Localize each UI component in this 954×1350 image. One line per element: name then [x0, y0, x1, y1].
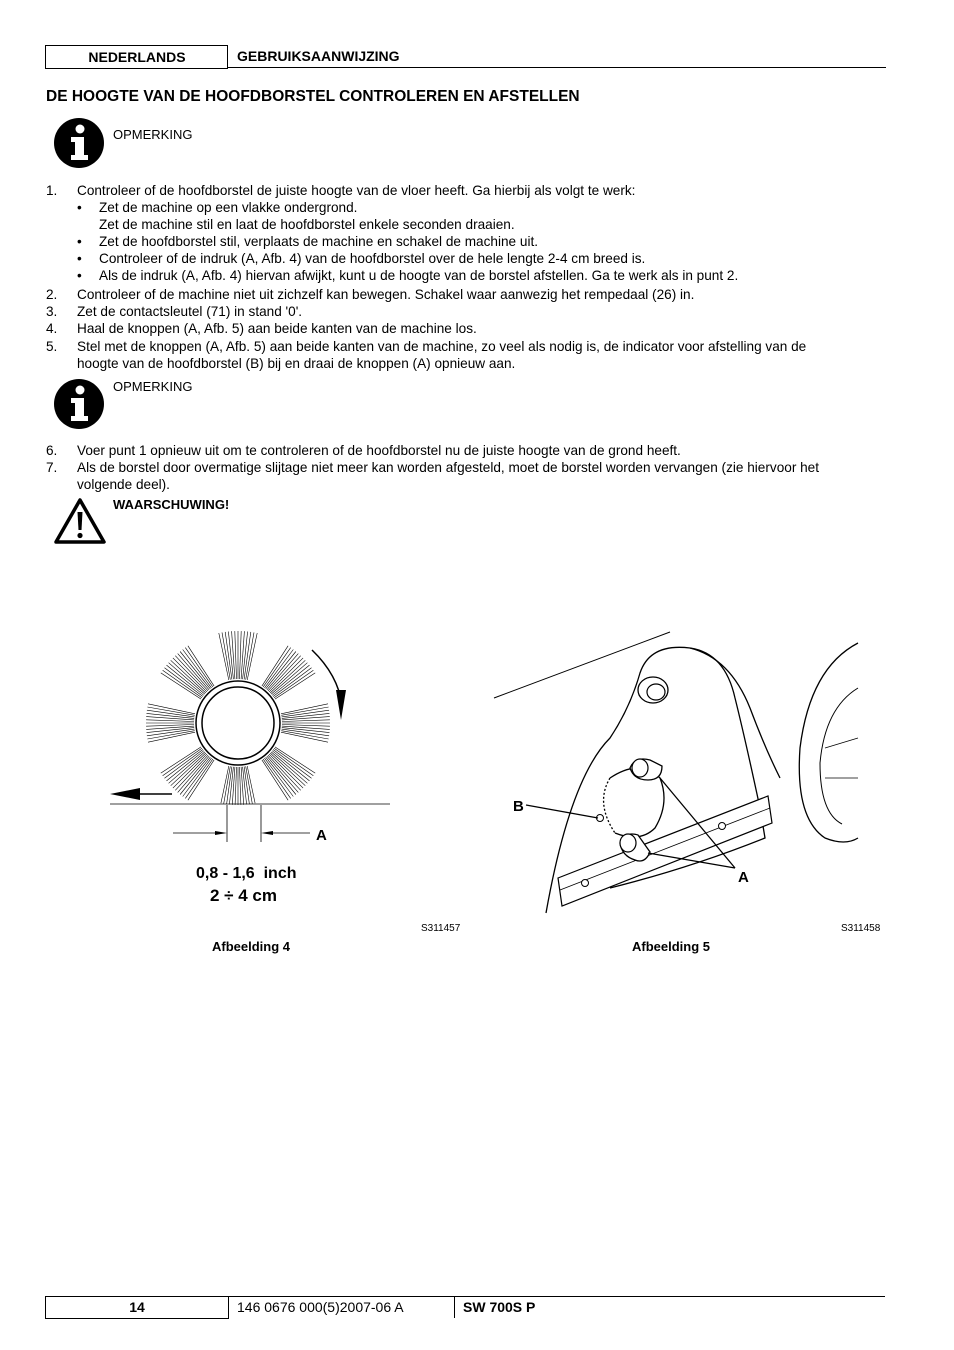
note-label: OPMERKING	[113, 379, 193, 394]
footer-page: 14	[129, 1299, 145, 1315]
brush-bristle	[146, 717, 194, 720]
fig5-label-b: B	[513, 798, 524, 815]
fig4-code: S311457	[421, 923, 461, 934]
brush-bristle	[282, 726, 330, 729]
brush-bristle	[146, 726, 194, 729]
brush-bristle	[281, 704, 328, 714]
brush-bristle	[146, 720, 194, 722]
brush-bristle	[241, 631, 244, 679]
brush-bristle	[148, 704, 195, 714]
brush-bristle	[235, 631, 237, 679]
brush-bristle	[240, 767, 241, 805]
brush-bristle	[146, 725, 194, 727]
header-language-box	[45, 45, 228, 69]
footer-doc-box	[228, 1296, 455, 1318]
warning-icon	[53, 497, 107, 550]
header-section: GEBRUIKSAANWIJZING	[237, 48, 400, 64]
brush-bristle	[148, 732, 195, 742]
fig5-caption: Afbeelding 5	[632, 939, 711, 954]
info-icon	[53, 117, 105, 174]
brush-bristle	[282, 720, 330, 722]
figure-5	[490, 628, 870, 918]
header-section-box	[227, 45, 886, 68]
fig5-label-a: A	[738, 869, 749, 886]
header-language: NEDERLANDS	[88, 49, 186, 65]
fig4-dim-inch: 0,8 - 1,6 inch	[196, 865, 297, 882]
brush-bristle	[232, 631, 235, 679]
fig4-label-a: A	[316, 827, 327, 844]
brush-bristle	[282, 725, 330, 727]
info-icon	[53, 378, 105, 435]
page-title: DE HOOGTE VAN DE HOOFDBORSTEL CONTROLEREN EN AFSTELLEN	[46, 88, 580, 105]
footer-doc: 146 0676 000(5)2007-06 A	[237, 1299, 404, 1315]
brush-bristle	[235, 767, 236, 805]
brush-bristle	[282, 717, 330, 720]
figure-4	[100, 620, 470, 920]
note-label: OPMERKING	[113, 127, 193, 142]
fig4-dim-cm: 2 ÷ 4 cm	[210, 886, 277, 905]
brush-bristle	[247, 633, 257, 680]
header-top-line	[45, 45, 227, 46]
fig4-caption: Afbeelding 4	[212, 939, 291, 954]
fig5-code: S311458	[841, 923, 881, 934]
brush-bristle	[281, 732, 328, 742]
footer-model: SW 700S P	[463, 1299, 536, 1315]
footer-page-box	[45, 1296, 229, 1319]
brush-bristle	[219, 633, 229, 680]
brush-bristle	[240, 631, 242, 679]
warning-label: WAARSCHUWING!	[113, 497, 230, 512]
